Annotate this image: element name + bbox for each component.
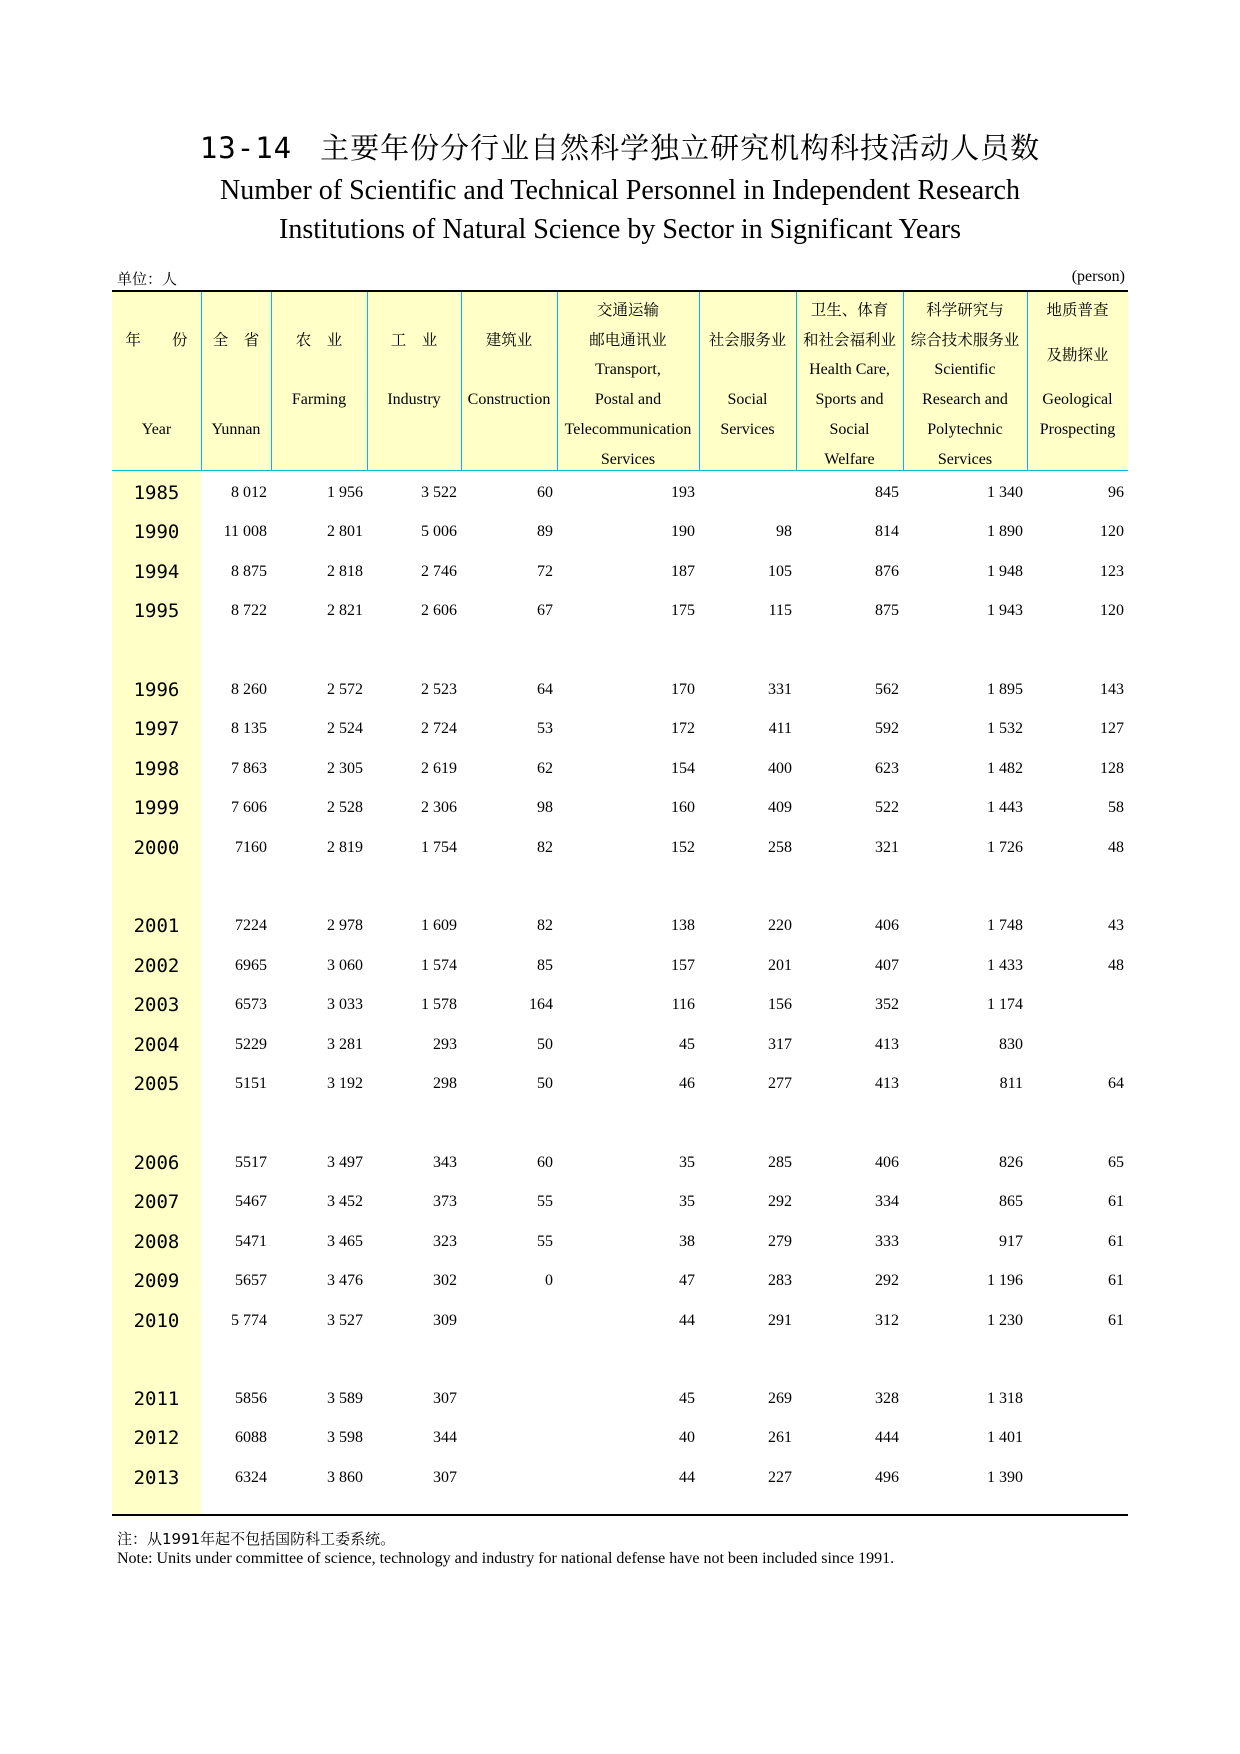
cell-total: 8 012 [231,484,267,501]
cell-transport: 45 [679,1036,695,1053]
cell-farming: 2 572 [327,681,363,698]
cell-health: 406 [875,1154,899,1171]
cell-geological: 123 [1100,563,1124,580]
table-row [112,1185,1128,1224]
cell-scientific: 917 [999,1233,1023,1250]
cell-geological: 61 [1108,1272,1124,1289]
cell-total: 7 606 [231,799,267,816]
cell-farming: 3 281 [327,1036,363,1053]
cell-construction: 53 [537,720,553,737]
page-title-en-line1: Number of Scientific and Technical Personnel in Independent Research [220,175,1020,206]
cell-construction: 67 [537,602,553,619]
cell-geological: 43 [1108,917,1124,934]
header-total-en: Yunnan [211,421,261,438]
page-title-en-line2: Institutions of Natural Science by Sector in Significant Years [279,214,961,245]
cell-construction: 72 [537,563,553,580]
cell-industry: 373 [433,1193,457,1210]
table-row [112,1461,1128,1500]
cell-social: 98 [776,523,792,540]
cell-farming: 1 956 [327,484,363,501]
cell-social: 317 [768,1036,792,1053]
cell-industry: 343 [433,1154,457,1171]
table-bottom-rule [112,1514,1128,1516]
cell-scientific: 830 [999,1036,1023,1053]
cell-geological: 64 [1108,1075,1124,1092]
table-row [112,1146,1128,1185]
table-row [112,712,1128,751]
row-year: 2006 [133,1152,180,1174]
row-year: 1994 [133,561,180,583]
table-row [112,476,1128,515]
footnote-en: Note: Units under committee of science, technology and industry for national defense have not been included since 1991. [117,1550,895,1567]
cell-industry: 323 [433,1233,457,1250]
table-row [112,594,1128,633]
cell-total: 7 863 [231,760,267,777]
cell-transport: 187 [671,563,695,580]
table-row [112,791,1128,830]
cell-industry: 3 522 [421,484,457,501]
cell-geological: 128 [1100,760,1124,777]
cell-social: 227 [768,1469,792,1486]
header-farming-en: Farming [291,391,347,408]
cell-health: 444 [875,1429,899,1446]
cell-farming: 3 192 [327,1075,363,1092]
cell-health: 522 [875,799,899,816]
row-year: 2002 [133,955,180,977]
row-year: 1985 [133,482,180,504]
cell-farming: 3 060 [327,957,363,974]
row-year: 2001 [133,915,180,937]
cell-industry: 1 578 [421,996,457,1013]
header-farming [271,292,367,470]
row-year: 2003 [133,994,180,1016]
header-transport [557,292,699,470]
cell-transport: 45 [679,1390,695,1407]
header-health [796,292,903,470]
cell-scientific: 1 340 [987,484,1023,501]
cell-transport: 44 [679,1312,695,1329]
header-year-zh: 年 份 [125,331,188,349]
cell-scientific: 811 [999,1075,1023,1092]
table-row [112,1028,1128,1067]
cell-transport: 170 [671,681,695,698]
cell-social: 105 [768,563,792,580]
cell-total: 5229 [235,1036,267,1053]
cell-total: 5151 [235,1075,267,1092]
cell-farming: 3 860 [327,1469,363,1486]
cell-transport: 193 [671,484,695,501]
cell-geological: 48 [1108,839,1124,856]
header-scientific-zh1: 科学研究与 [926,301,1004,319]
header-geological-zh1: 地质普查 [1046,301,1109,319]
header-social-en2: Services [720,421,775,438]
cell-transport: 157 [671,957,695,974]
cell-construction: 0 [545,1272,553,1289]
cell-social: 285 [768,1154,792,1171]
cell-construction: 50 [537,1075,553,1092]
cell-transport: 47 [679,1272,695,1289]
cell-geological: 96 [1108,484,1124,501]
header-social-en1: Social [727,391,768,408]
cell-construction: 62 [537,760,553,777]
cell-social: 409 [768,799,792,816]
cell-scientific: 1 890 [987,523,1023,540]
footnote-zh: 注：从1991年起不包括国防科工委系统。 [117,1530,396,1548]
header-transport-zh1: 交通运输 [596,301,659,319]
cell-construction: 60 [537,1154,553,1171]
cell-total: 5856 [235,1390,267,1407]
cell-transport: 40 [679,1429,695,1446]
header-health-zh1: 卫生、体育 [810,301,889,319]
cell-social: 331 [768,681,792,698]
cell-scientific: 1 895 [987,681,1023,698]
cell-health: 413 [875,1075,899,1092]
cell-industry: 1 574 [421,957,457,974]
table-row [112,555,1128,594]
cell-construction: 55 [537,1193,553,1210]
row-year: 2009 [133,1270,180,1292]
header-health-en1: Health Care, [809,361,890,378]
data-table [112,290,1128,1516]
cell-scientific: 1 443 [987,799,1023,816]
cell-farming: 2 821 [327,602,363,619]
cell-health: 876 [875,563,899,580]
row-year: 1999 [133,797,180,819]
cell-farming: 3 598 [327,1429,363,1446]
header-total-zh: 全 省 [212,331,260,349]
header-health-en2: Sports and [815,391,884,408]
row-year: 2004 [133,1034,180,1056]
table-row [112,1421,1128,1460]
row-year: 1996 [133,679,180,701]
cell-transport: 172 [671,720,695,737]
cell-scientific: 1 401 [987,1429,1023,1446]
cell-industry: 5 006 [421,523,457,540]
cell-industry: 302 [433,1272,457,1289]
row-year: 2010 [133,1310,180,1332]
cell-geological: 65 [1108,1154,1124,1171]
cell-total: 5657 [235,1272,267,1289]
cell-scientific: 1 318 [987,1390,1023,1407]
cell-construction: 164 [529,996,553,1013]
cell-transport: 152 [671,839,695,856]
header-transport-zh2: 邮电通讯业 [589,331,667,349]
cell-industry: 2 746 [421,563,457,580]
header-year-en: Year [141,421,172,438]
cell-geological: 58 [1108,799,1124,816]
cell-social: 220 [768,917,792,934]
header-industry-zh: 工 业 [390,331,438,349]
cell-geological: 120 [1100,602,1124,619]
table-row [112,673,1128,712]
cell-total: 6324 [235,1469,267,1486]
cell-total: 5 774 [231,1312,267,1329]
cell-industry: 298 [433,1075,457,1092]
header-construction-zh: 建筑业 [485,331,533,349]
cell-industry: 2 523 [421,681,457,698]
header-scientific [903,292,1027,470]
cell-industry: 293 [433,1036,457,1053]
cell-health: 592 [875,720,899,737]
cell-social: 258 [768,839,792,856]
header-transport-en2: Postal and [594,391,662,408]
cell-transport: 35 [679,1193,695,1210]
header-geological [1027,292,1128,470]
header-transport-en1: Transport, [595,361,661,378]
header-scientific-en4: Services [937,451,993,468]
cell-construction: 64 [537,681,553,698]
header-year [112,292,201,470]
cell-geological: 61 [1108,1233,1124,1250]
cell-social: 269 [768,1390,792,1407]
cell-industry: 307 [433,1390,457,1407]
header-geological-en1: Geological [1042,391,1113,408]
cell-social: 201 [768,957,792,974]
cell-social: 283 [768,1272,792,1289]
cell-scientific: 1 943 [987,602,1023,619]
cell-health: 321 [875,839,899,856]
cell-construction: 98 [537,799,553,816]
cell-social: 411 [768,720,792,737]
cell-farming: 3 033 [327,996,363,1013]
cell-farming: 2 818 [327,563,363,580]
header-industry-en: Industry [387,391,441,408]
cell-health: 845 [875,484,899,501]
cell-health: 292 [875,1272,899,1289]
header-geological-en2: Prospecting [1039,421,1116,438]
cell-health: 334 [875,1193,899,1210]
header-social [699,292,796,470]
cell-farming: 2 528 [327,799,363,816]
table-row [112,1264,1128,1303]
cell-scientific: 1 433 [987,957,1023,974]
cell-total: 6573 [235,996,267,1013]
cell-transport: 175 [671,602,695,619]
cell-construction: 85 [537,957,553,974]
cell-industry: 2 606 [421,602,457,619]
cell-construction: 60 [537,484,553,501]
header-scientific-en2: Research and [922,391,1008,408]
cell-construction: 50 [537,1036,553,1053]
table-row [112,909,1128,948]
cell-farming: 2 801 [327,523,363,540]
header-scientific-en3: Polytechnic [927,421,1003,438]
header-health-en4: Welfare [824,451,875,468]
cell-geological: 127 [1100,720,1124,737]
cell-total: 5467 [235,1193,267,1210]
cell-transport: 138 [671,917,695,934]
cell-social: 292 [768,1193,792,1210]
header-construction [461,292,557,470]
header-industry [367,292,461,470]
cell-scientific: 1 230 [987,1312,1023,1329]
cell-health: 413 [875,1036,899,1053]
row-year: 2012 [133,1427,180,1449]
unit-label-en: (person) [1071,268,1125,285]
cell-geological: 120 [1100,523,1124,540]
header-transport-en4: Services [600,451,656,468]
cell-farming: 2 524 [327,720,363,737]
cell-scientific: 1 390 [987,1469,1023,1486]
cell-health: 312 [875,1312,899,1329]
cell-industry: 2 306 [421,799,457,816]
cell-scientific: 865 [999,1193,1023,1210]
header-farming-zh: 农 业 [295,331,343,349]
table-row [112,1304,1128,1343]
cell-social: 279 [768,1233,792,1250]
header-scientific-zh2: 综合技术服务业 [910,331,1020,349]
cell-social: 400 [768,760,792,777]
cell-total: 11 008 [223,523,267,540]
header-health-zh2: 和社会福利业 [802,331,896,349]
cell-scientific: 826 [999,1154,1023,1171]
cell-industry: 344 [433,1429,457,1446]
cell-geological: 143 [1100,681,1124,698]
cell-social: 156 [768,996,792,1013]
cell-scientific: 1 948 [987,563,1023,580]
cell-industry: 2 619 [421,760,457,777]
table-row [112,831,1128,870]
cell-transport: 116 [671,996,695,1013]
cell-scientific: 1 726 [987,839,1023,856]
cell-industry: 309 [433,1312,457,1329]
row-year: 2011 [133,1388,180,1410]
cell-farming: 2 978 [327,917,363,934]
cell-health: 333 [875,1233,899,1250]
table-row [112,515,1128,554]
cell-farming: 2 819 [327,839,363,856]
cell-industry: 2 724 [421,720,457,737]
cell-geological: 48 [1108,957,1124,974]
table-row [112,1067,1128,1106]
cell-health: 328 [875,1390,899,1407]
cell-total: 5471 [235,1233,267,1250]
cell-transport: 44 [679,1469,695,1486]
header-transport-en3: Telecommunication [564,421,692,438]
cell-health: 623 [875,760,899,777]
cell-scientific: 1 482 [987,760,1023,777]
header-social-zh: 社会服务业 [708,331,787,349]
table-row [112,1382,1128,1421]
row-year: 2013 [133,1467,180,1489]
cell-total: 8 875 [231,563,267,580]
row-year: 1990 [133,521,180,543]
cell-health: 406 [875,917,899,934]
row-year: 2000 [133,837,180,859]
table-number: 13-14 [199,131,293,165]
cell-industry: 1 754 [421,839,457,856]
cell-construction: 82 [537,917,553,934]
cell-social: 277 [768,1075,792,1092]
cell-total: 6088 [235,1429,267,1446]
cell-social: 115 [768,602,792,619]
cell-geological: 61 [1108,1193,1124,1210]
cell-total: 8 135 [231,720,267,737]
cell-farming: 2 305 [327,760,363,777]
cell-transport: 190 [671,523,695,540]
row-year: 1997 [133,718,180,740]
header-health-en3: Social [829,421,870,438]
cell-social: 291 [768,1312,792,1329]
cell-construction: 82 [537,839,553,856]
row-year: 2007 [133,1191,180,1213]
row-year: 1998 [133,758,180,780]
cell-total: 6965 [235,957,267,974]
cell-industry: 307 [433,1469,457,1486]
cell-farming: 3 476 [327,1272,363,1289]
cell-health: 407 [875,957,899,974]
row-year: 1995 [133,600,180,622]
cell-health: 562 [875,681,899,698]
cell-total: 5517 [235,1154,267,1171]
row-year: 2005 [133,1073,180,1095]
header-construction-en: Construction [467,391,551,408]
cell-construction: 55 [537,1233,553,1250]
table-row [112,1225,1128,1264]
cell-transport: 154 [671,760,695,777]
cell-farming: 3 497 [327,1154,363,1171]
cell-farming: 3 452 [327,1193,363,1210]
cell-transport: 35 [679,1154,695,1171]
table-row [112,949,1128,988]
cell-social: 261 [768,1429,792,1446]
table-row [112,988,1128,1027]
page-title-zh [0,126,1240,167]
cell-health: 496 [875,1469,899,1486]
cell-health: 814 [875,523,899,540]
cell-total: 7224 [235,917,267,934]
cell-farming: 3 527 [327,1312,363,1329]
cell-total: 7160 [235,839,267,856]
cell-total: 8 260 [231,681,267,698]
title-zh-text: 主要年份分行业自然科学独立研究机构科技活动人员数 [320,131,1041,165]
row-year: 2008 [133,1231,180,1253]
cell-industry: 1 609 [421,917,457,934]
cell-scientific: 1 748 [987,917,1023,934]
cell-scientific: 1 196 [987,1272,1023,1289]
cell-health: 352 [875,996,899,1013]
unit-label-zh: 单位：人 [117,270,178,288]
cell-total: 8 722 [231,602,267,619]
table-row [112,752,1128,791]
cell-farming: 3 465 [327,1233,363,1250]
header-scientific-en1: Scientific [934,361,996,378]
header-total [201,292,271,470]
header-geological-zh2: 及勘探业 [1046,346,1109,364]
cell-transport: 46 [679,1075,695,1092]
cell-scientific: 1 174 [987,996,1023,1013]
cell-geological: 61 [1108,1312,1124,1329]
header-bottom-rule [112,470,1128,471]
cell-transport: 160 [671,799,695,816]
cell-transport: 38 [679,1233,695,1250]
cell-health: 875 [875,602,899,619]
cell-farming: 3 589 [327,1390,363,1407]
cell-scientific: 1 532 [987,720,1023,737]
cell-construction: 89 [537,523,553,540]
